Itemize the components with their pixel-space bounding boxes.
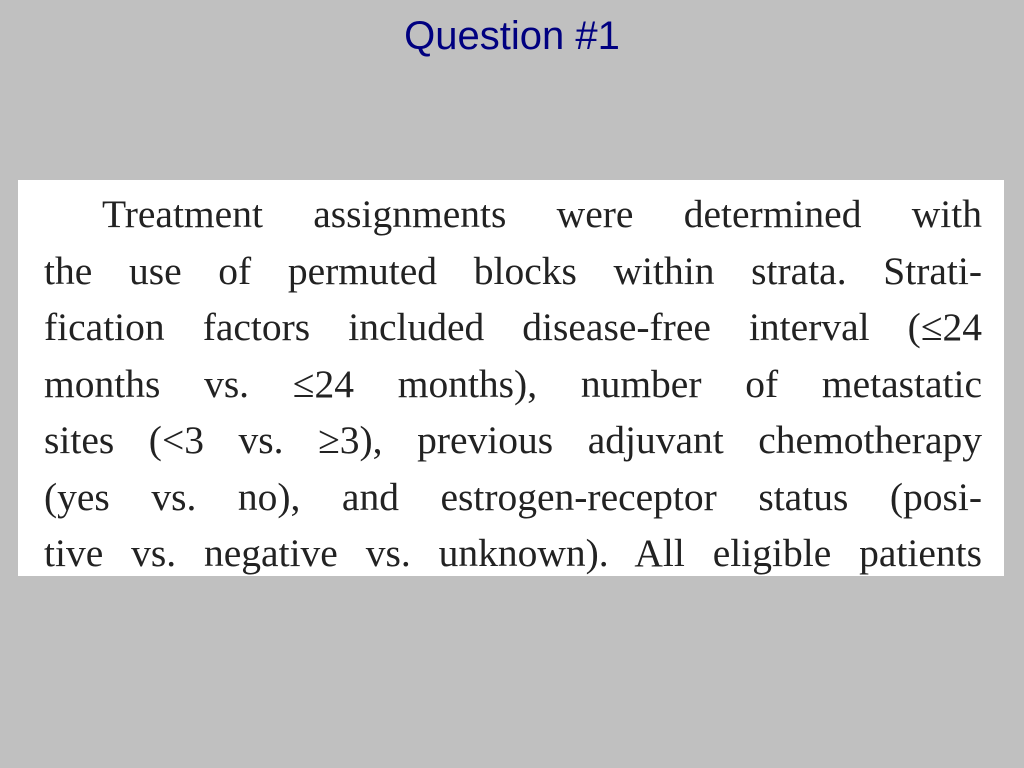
excerpt-line: the use of permuted blocks within strata. Strati- (44, 248, 982, 293)
excerpt-line: fication factors included disease-free interval (≤24 (44, 305, 982, 349)
paper-excerpt (18, 180, 1004, 576)
excerpt-line: Treatment assignments were determined with (102, 192, 982, 236)
slide-title: Question #1 (404, 14, 620, 58)
excerpt-line: tive vs. negative vs. unknown). All eligible patients (44, 531, 982, 575)
excerpt-line: months vs. ≤24 months), number of metastatic (44, 361, 982, 406)
excerpt-line: sites (<3 vs. ≥3), previous adjuvant chemotherapy (44, 418, 982, 462)
excerpt-line: (yes vs. no), and estrogen-receptor status (posi- (44, 474, 982, 519)
